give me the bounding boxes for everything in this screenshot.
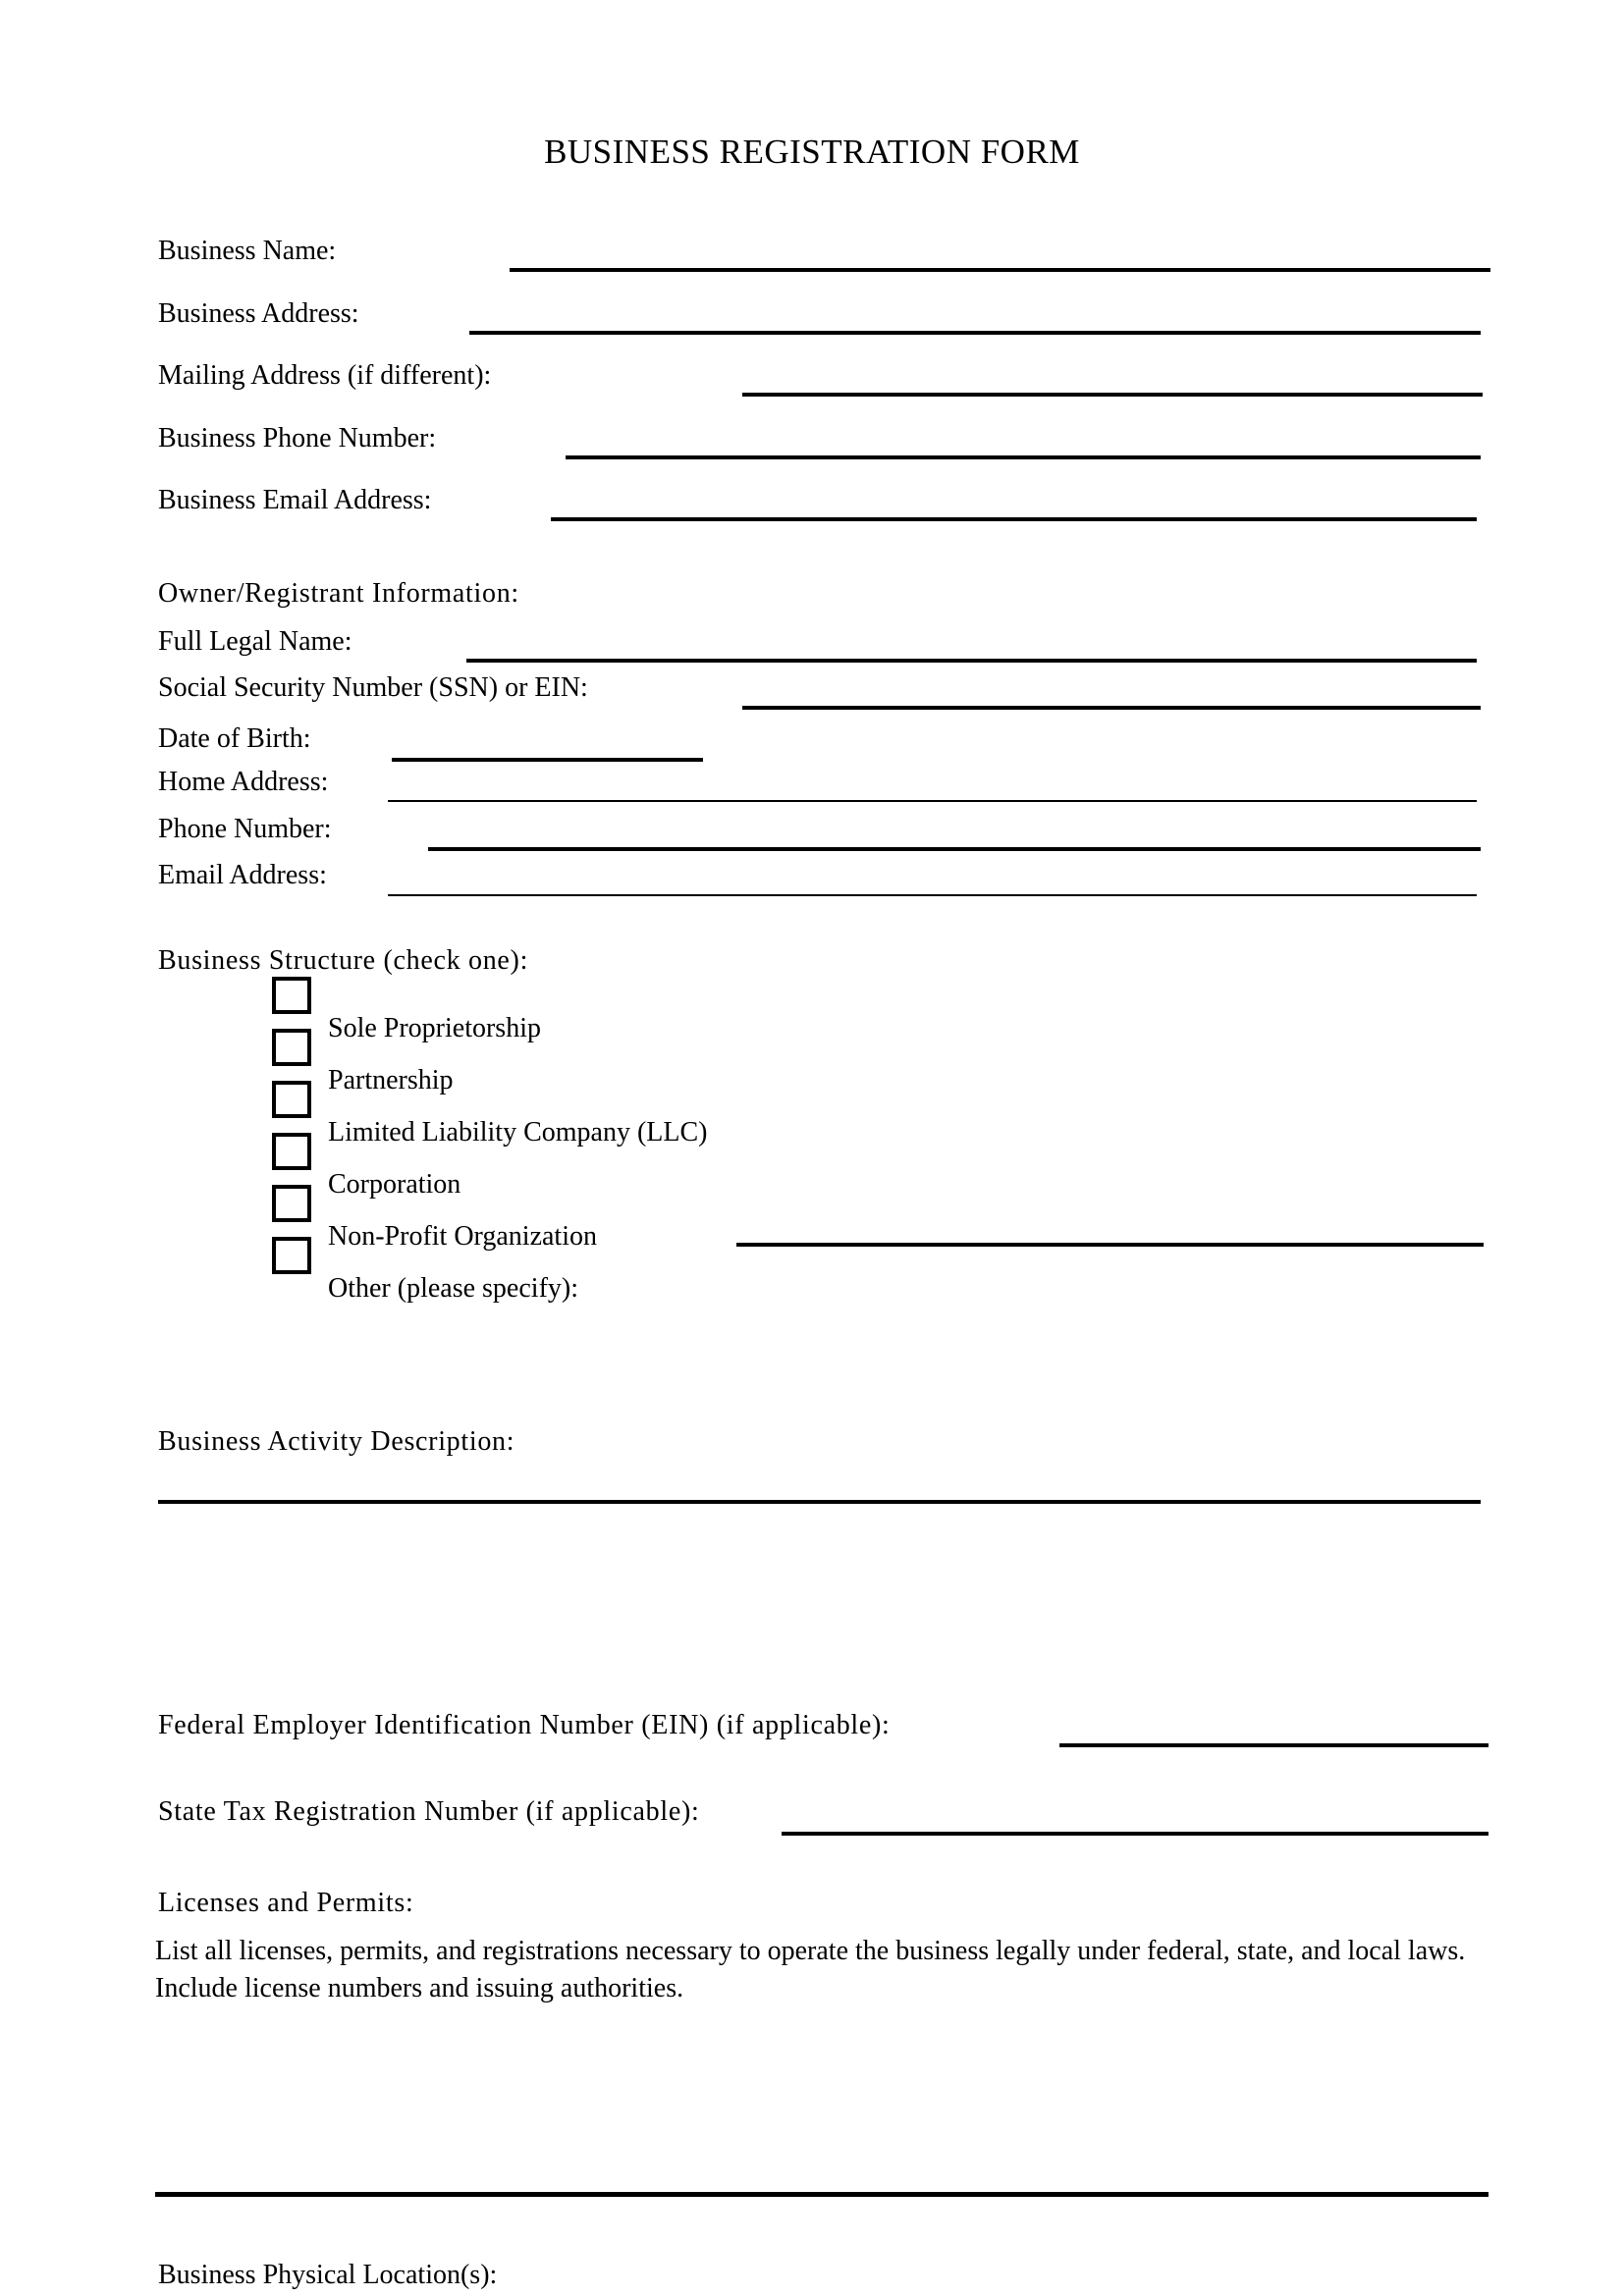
business-email-line[interactable] bbox=[551, 517, 1477, 521]
phone-number-line[interactable] bbox=[428, 847, 1481, 851]
email-address-line[interactable] bbox=[388, 894, 1477, 896]
option-label-corporation: Corporation bbox=[328, 1169, 461, 1200]
activity-description-line[interactable] bbox=[158, 1500, 1481, 1504]
licenses-description-line2: Include license numbers and issuing authorities. bbox=[155, 1973, 684, 2003]
activity-section-heading: Business Activity Description: bbox=[158, 1426, 515, 1457]
home-address-label: Home Address: bbox=[158, 767, 329, 797]
home-address-line[interactable] bbox=[388, 800, 1477, 802]
federal-ein-line[interactable] bbox=[1059, 1743, 1489, 1747]
business-name-line[interactable] bbox=[510, 268, 1490, 272]
date-of-birth-label: Date of Birth: bbox=[158, 723, 311, 754]
full-legal-name-line[interactable] bbox=[466, 659, 1477, 663]
checkbox-other[interactable] bbox=[272, 1237, 311, 1274]
structure-section-heading: Business Structure (check one): bbox=[158, 945, 529, 976]
checkbox-sole-proprietorship[interactable] bbox=[272, 977, 311, 1014]
date-of-birth-line[interactable] bbox=[392, 758, 703, 762]
state-tax-label: State Tax Registration Number (if applicable): bbox=[158, 1796, 700, 1827]
business-phone-line[interactable] bbox=[566, 455, 1481, 459]
licenses-section-heading: Licenses and Permits: bbox=[158, 1888, 414, 1918]
mailing-address-label: Mailing Address (if different): bbox=[158, 360, 492, 391]
other-specify-line[interactable] bbox=[736, 1243, 1484, 1247]
page-title: BUSINESS REGISTRATION FORM bbox=[544, 133, 1080, 171]
business-email-label: Business Email Address: bbox=[158, 485, 432, 515]
email-address-label: Email Address: bbox=[158, 860, 327, 890]
business-phone-label: Business Phone Number: bbox=[158, 423, 437, 454]
checkbox-llc[interactable] bbox=[272, 1081, 311, 1118]
option-label-partnership: Partnership bbox=[328, 1065, 454, 1095]
option-label-sole-proprietorship: Sole Proprietorship bbox=[328, 1013, 541, 1043]
checkbox-corporation[interactable] bbox=[272, 1133, 311, 1170]
ssn-ein-line[interactable] bbox=[742, 706, 1481, 710]
business-address-line[interactable] bbox=[469, 331, 1481, 335]
physical-location-label: Business Physical Location(s): bbox=[158, 2260, 498, 2290]
option-label-non-profit: Non-Profit Organization bbox=[328, 1221, 597, 1252]
federal-ein-label: Federal Employer Identification Number (EIN) (if applicable): bbox=[158, 1710, 891, 1740]
licenses-list-line[interactable] bbox=[155, 2192, 1489, 2197]
licenses-description-line1: List all licenses, permits, and registrations necessary to operate the business legally under federal, state, and local laws. bbox=[155, 1936, 1466, 1966]
mailing-address-line[interactable] bbox=[742, 393, 1483, 397]
phone-number-label: Phone Number: bbox=[158, 814, 332, 844]
full-legal-name-label: Full Legal Name: bbox=[158, 626, 352, 657]
option-label-other: Other (please specify): bbox=[328, 1273, 578, 1304]
owner-section-heading: Owner/Registrant Information: bbox=[158, 578, 519, 609]
ssn-ein-label: Social Security Number (SSN) or EIN: bbox=[158, 672, 588, 703]
state-tax-line[interactable] bbox=[782, 1832, 1489, 1836]
checkbox-partnership[interactable] bbox=[272, 1029, 311, 1066]
checkbox-non-profit[interactable] bbox=[272, 1185, 311, 1222]
business-address-label: Business Address: bbox=[158, 298, 359, 329]
option-label-llc: Limited Liability Company (LLC) bbox=[328, 1117, 708, 1148]
business-name-label: Business Name: bbox=[158, 236, 337, 266]
